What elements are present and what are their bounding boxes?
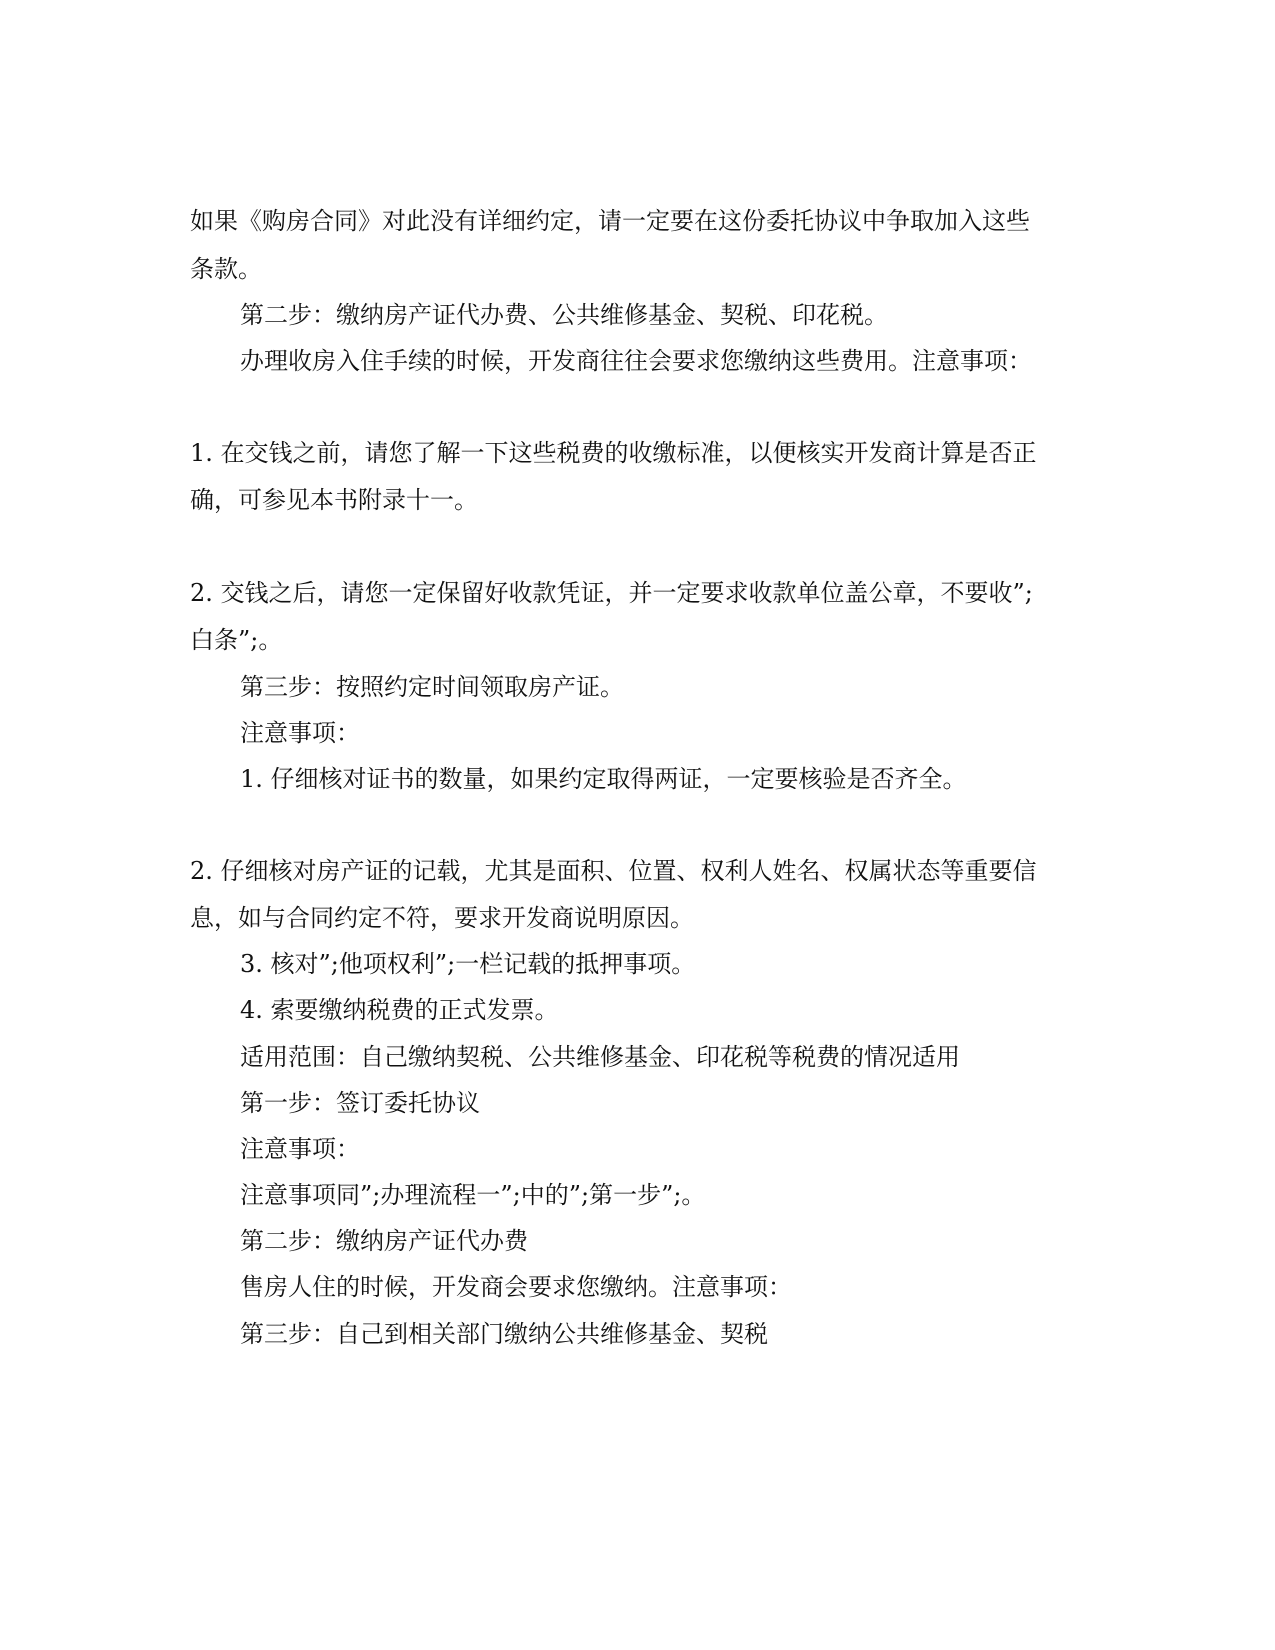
- notes-heading: 注意事项：: [240, 719, 360, 747]
- list-item: 3. 核对”;他项权利”;一栏记载的抵押事项。: [240, 950, 696, 978]
- list-item: 4. 索要缴纳税费的正式发票。: [240, 996, 559, 1024]
- step-heading: 第二步：缴纳房产证代办费、公共维修基金、契税、印花税。: [240, 301, 888, 329]
- paragraph-line: 条款。: [190, 255, 262, 283]
- list-item: 2. 仔细核对房产证的记载，尤其是面积、位置、权利人姓名、权属状态等重要信: [190, 857, 1037, 885]
- list-item-continuation: 白条”;。: [190, 626, 283, 654]
- paragraph-line: 注意事项同”;办理流程一”;中的”;第一步”;。: [240, 1181, 706, 1209]
- list-item: 1. 在交钱之前，请您了解一下这些税费的收缴标准，以便核实开发商计算是否正: [190, 439, 1037, 467]
- paragraph-line: 售房人住的时候，开发商会要求您缴纳。注意事项：: [240, 1273, 792, 1301]
- notes-heading: 注意事项：: [240, 1135, 360, 1163]
- step-heading: 第二步：缴纳房产证代办费: [240, 1227, 528, 1255]
- paragraph-line: 办理收房入住手续的时候，开发商往往会要求您缴纳这些费用。注意事项：: [240, 347, 1032, 375]
- step-heading: 第三步：按照约定时间领取房产证。: [240, 673, 624, 701]
- list-item: 2. 交钱之后，请您一定保留好收款凭证，并一定要求收款单位盖公章，不要收”;: [190, 579, 1033, 607]
- paragraph-line: 如果《购房合同》对此没有详细约定，请一定要在这份委托协议中争取加入这些: [190, 207, 1030, 235]
- list-item-continuation: 息，如与合同约定不符，要求开发商说明原因。: [190, 904, 694, 932]
- scope-line: 适用范围：自己缴纳契税、公共维修基金、印花税等税费的情况适用: [240, 1043, 960, 1071]
- step-heading: 第三步：自己到相关部门缴纳公共维修基金、契税: [240, 1320, 768, 1348]
- step-heading: 第一步：签订委托协议: [240, 1089, 480, 1117]
- list-item: 1. 仔细核对证书的数量，如果约定取得两证，一定要核验是否齐全。: [240, 765, 967, 793]
- list-item-continuation: 确，可参见本书附录十一。: [190, 486, 478, 514]
